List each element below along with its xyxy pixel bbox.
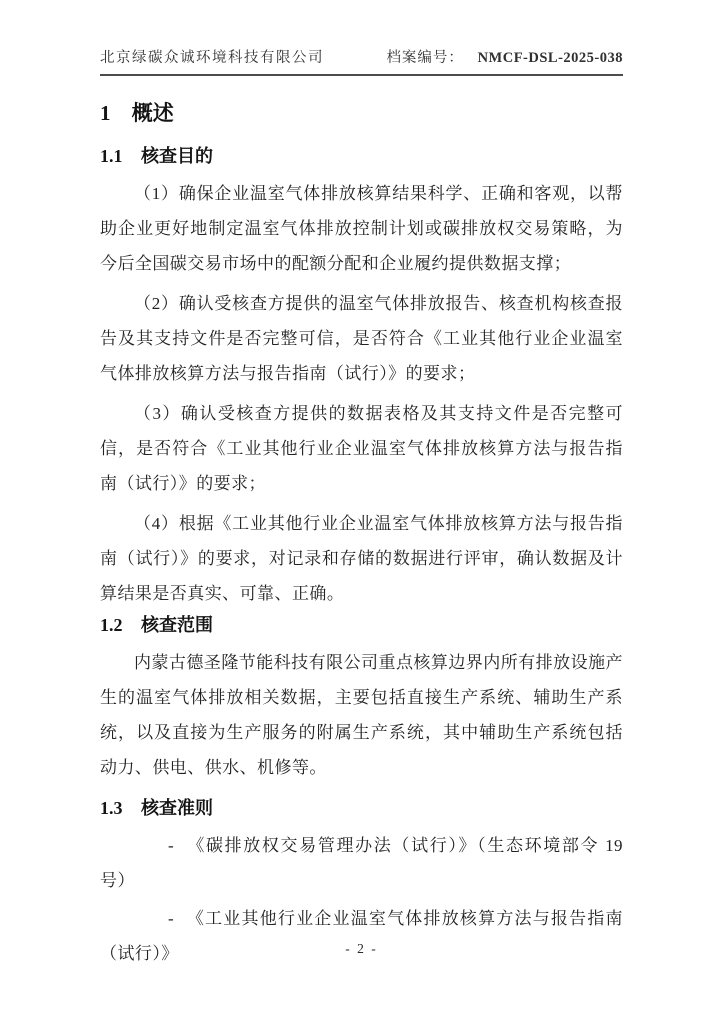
section-number: 1.3 <box>100 798 123 818</box>
section-number: 1.1 <box>100 146 123 166</box>
list-item-marker: - <box>168 836 175 855</box>
paragraph-purpose-2: （2）确认受核查方提供的温室气体排放报告、核查机构核查报告及其支持文件是否完整可信，是否符合《工业其他行业企业温室气体排放核算方法与报告指南（试行）》的要求； <box>100 294 623 383</box>
page-header <box>100 46 623 76</box>
list-item-text: 《工业其他行业企业温室气体排放核算方法与报告指南（试行）》 <box>100 909 623 963</box>
section-heading-1 <box>100 98 623 128</box>
file-number-label: 档案编号： <box>386 50 464 66</box>
paragraph-scope: 内蒙古德圣隆节能科技有限公司重点核算边界内所有排放设施产生的温室气体排放相关数据，主要包括直接生产系统、辅助生产系统，以及直接为生产服务的附属生产系统，其中辅助生产系统包括动力、供电、供水、机修等。 <box>100 653 623 777</box>
section-title: 核查准则 <box>141 798 213 818</box>
document-body <box>100 98 623 971</box>
list-item-text: 《碳排放权交易管理办法（试行）》（生态环境部令 19 号） <box>100 836 623 890</box>
page-footer <box>0 941 723 957</box>
section-heading-1-1 <box>100 142 623 170</box>
section-number: 1.2 <box>100 615 123 635</box>
list-item-criteria-2 <box>100 901 623 971</box>
section-title: 核查目的 <box>141 146 213 166</box>
page-number: - 2 - <box>345 941 378 956</box>
company-name: 北京绿碳众诚环境科技有限公司 <box>100 50 324 66</box>
list-item-criteria-1 <box>100 828 623 898</box>
list-item-marker: - <box>168 909 175 928</box>
paragraph-purpose-4: （4）根据《工业其他行业企业温室气体排放核算方法与报告指南（试行）》的要求，对记录和存储的数据进行评审，确认数据及计算结果是否真实、可靠、正确。 <box>100 514 623 603</box>
section-title: 核查范围 <box>141 615 213 635</box>
section-heading-1-3 <box>100 794 623 822</box>
file-number <box>386 46 623 67</box>
section-title: 概述 <box>131 101 174 125</box>
paragraph-purpose-3: （3）确认受核查方提供的数据表格及其支持文件是否完整可信，是否符合《工业其他行业企业温室气体排放核算方法与报告指南（试行）》的要求； <box>100 404 623 493</box>
section-heading-1-2 <box>100 611 623 639</box>
section-number: 1 <box>100 101 111 125</box>
paragraph-purpose-1: （1）确保企业温室气体排放核算结果科学、正确和客观，以帮助企业更好地制定温室气体排放控制计划或碳排放权交易策略，为今后全国碳交易市场中的配额分配和企业履约提供数据支撑； <box>100 184 623 273</box>
file-number-value: NMCF-DSL-2025-038 <box>477 50 623 66</box>
